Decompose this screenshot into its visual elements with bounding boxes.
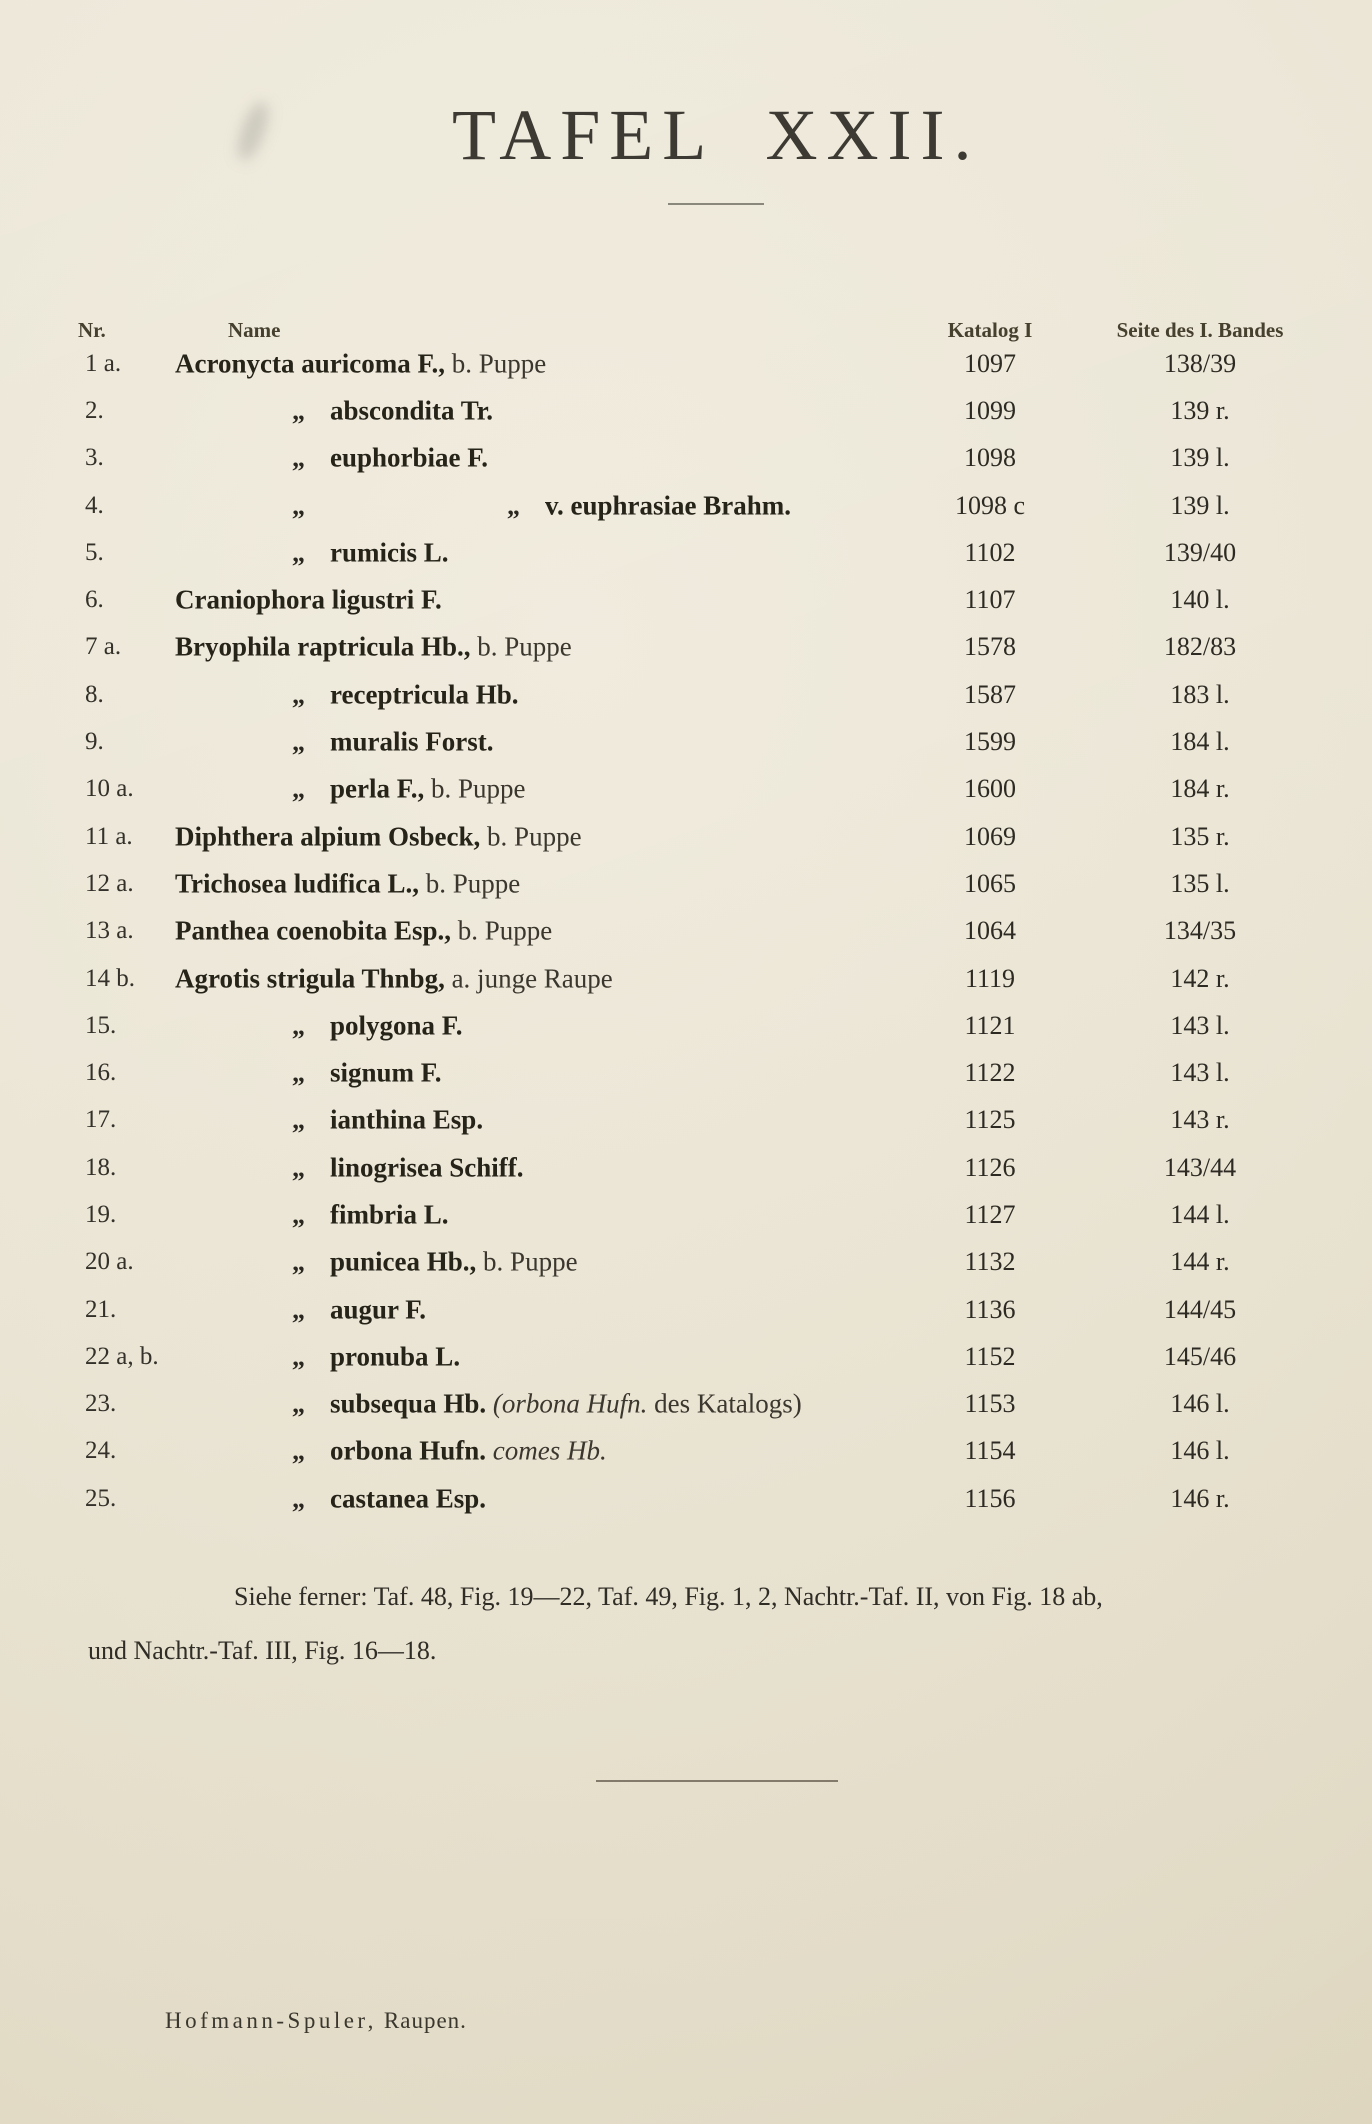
ditto-mark: „: [292, 1389, 305, 1419]
table-row: [0, 435, 1372, 482]
seite-reference: 146 r.: [1170, 1483, 1230, 1513]
footnote-line-2: und Nachtr.-Taf. III, Fig. 16—18.: [88, 1636, 437, 1665]
seite-reference: 184 r.: [1170, 774, 1230, 804]
species-name: [175, 632, 572, 663]
katalog-number: 1121: [964, 1010, 1016, 1040]
ditto-mark: „: [292, 1011, 305, 1041]
table-row: [0, 813, 1372, 860]
table-row: [0, 387, 1372, 434]
seite-reference: 145/46: [1163, 1341, 1237, 1371]
species-name-segment: b. Puppe: [424, 773, 526, 804]
species-name-segment: Diphthera alpium Osbeck,: [175, 821, 481, 852]
footnote-line-1: Siehe ferner: Taf. 48, Fig. 19—22, Taf. 49, Fig. 1, 2, Nachtr.-Taf. II, von Fig. 18 ab,: [234, 1582, 1103, 1611]
katalog-number: 1107: [964, 585, 1016, 615]
species-name-segment: abscondita Tr.: [330, 395, 494, 426]
ditto-mark: „: [292, 1342, 305, 1372]
row-number: 22 a, b.: [85, 1342, 159, 1370]
table-row: [0, 340, 1372, 387]
ditto-mark: „: [292, 396, 305, 426]
species-name: [175, 727, 493, 758]
seite-reference: 134/35: [1163, 916, 1237, 946]
katalog-number: 1065: [964, 868, 1016, 898]
katalog-number: 1122: [964, 1058, 1016, 1088]
katalog-number: 1119: [964, 963, 1016, 993]
species-name-segment: ianthina Esp.: [330, 1104, 484, 1135]
species-name-segment: linogrisea Schiff.: [330, 1152, 524, 1183]
seite-reference: 139 l.: [1170, 443, 1230, 473]
species-name: [175, 774, 526, 805]
species-name-segment: b. Puppe: [444, 348, 547, 379]
species-name: [175, 395, 493, 426]
species-name: [175, 1483, 486, 1514]
ditto-mark: „: [507, 491, 520, 521]
row-number: 6.: [85, 586, 104, 614]
species-name-segment: castanea Esp.: [330, 1483, 487, 1514]
species-name: [175, 679, 518, 710]
species-name-segment: b. Puppe: [476, 1246, 578, 1277]
row-number: 8.: [85, 680, 104, 708]
row-number: 7 a.: [85, 633, 122, 661]
species-name-segment: muralis Forst.: [330, 726, 494, 757]
species-name-segment: b. Puppe: [470, 631, 572, 662]
species-name-segment: fimbria L.: [330, 1199, 449, 1230]
katalog-number: 1599: [964, 727, 1016, 757]
species-name-segment: rumicis L.: [330, 537, 449, 568]
species-name-segment: euphorbiae F.: [330, 442, 489, 473]
row-number: 1 a.: [85, 349, 122, 377]
header-name: Name: [228, 318, 281, 342]
table-row: [0, 1239, 1372, 1286]
row-number: 12 a.: [85, 869, 134, 897]
ditto-mark: „: [292, 1484, 305, 1514]
table-row: [0, 1381, 1372, 1428]
row-number: 13 a.: [85, 917, 134, 945]
row-number: 25.: [85, 1484, 117, 1512]
species-name-segment: Agrotis strigula Thnbg,: [175, 963, 445, 993]
katalog-number: 1125: [964, 1105, 1016, 1135]
katalog-number: 1097: [964, 348, 1016, 378]
species-name-segment: punicea Hb.,: [330, 1246, 477, 1277]
seite-reference: 143 r.: [1170, 1105, 1230, 1135]
species-name-segment: a. junge Raupe: [444, 963, 613, 993]
species-name-segment: signum F.: [330, 1057, 442, 1088]
imprint: [165, 2008, 467, 2034]
species-name-segment: v. euphrasiae Brahm.: [545, 490, 792, 521]
species-name: [175, 1058, 442, 1089]
bottom-divider-rule: [596, 1780, 838, 1782]
ditto-mark: „: [292, 1105, 305, 1135]
species-name-segment: perla F.,: [330, 773, 425, 804]
species-name: [175, 1010, 463, 1041]
scan-smudge: [232, 98, 274, 164]
seite-reference: 135 l.: [1170, 868, 1230, 898]
seite-reference: 146 l.: [1170, 1389, 1230, 1419]
seite-reference: 139/40: [1163, 537, 1237, 567]
row-number: 17.: [85, 1106, 117, 1134]
species-name: [175, 1341, 460, 1372]
ditto-mark: „: [292, 443, 305, 473]
row-number: 24.: [85, 1437, 117, 1465]
species-name: [175, 916, 552, 947]
ditto-mark: „: [292, 1058, 305, 1088]
ditto-mark: „: [292, 1153, 305, 1183]
katalog-number: 1153: [964, 1389, 1016, 1419]
header-seite: Seite des I. Bandes: [1116, 318, 1284, 342]
katalog-number: 1064: [964, 916, 1016, 946]
katalog-number: 1152: [964, 1341, 1016, 1371]
species-name: [175, 1152, 524, 1183]
table-row: [0, 1049, 1372, 1096]
row-number: 19.: [85, 1200, 117, 1228]
ditto-mark: „: [292, 680, 305, 710]
species-name: [175, 443, 488, 474]
katalog-number: 1600: [964, 774, 1016, 804]
row-number: 23.: [85, 1390, 117, 1418]
row-number: 5.: [85, 538, 104, 566]
species-name: [175, 1294, 426, 1325]
ditto-mark: „: [292, 727, 305, 757]
katalog-number: 1587: [964, 679, 1016, 709]
row-number: 4.: [85, 491, 104, 519]
species-name-segment: des Katalogs): [647, 1388, 802, 1419]
table-row: [0, 1097, 1372, 1144]
ditto-mark: „: [292, 1247, 305, 1277]
species-name-segment: receptricula Hb.: [330, 679, 519, 710]
table-row: [0, 1475, 1372, 1522]
ditto-mark: „: [292, 491, 305, 521]
table-row: [0, 1333, 1372, 1380]
species-name: [175, 1199, 449, 1230]
katalog-number: 1127: [964, 1199, 1016, 1229]
species-name-segment: Acronycta auricoma F.,: [175, 348, 445, 379]
katalog-number: 1136: [964, 1294, 1016, 1324]
row-number: 16.: [85, 1059, 117, 1087]
table-row: [0, 1002, 1372, 1049]
table-row: [0, 624, 1372, 671]
species-name-segment: orbona Hufn.: [330, 1435, 493, 1466]
table-row: [0, 908, 1372, 955]
seite-reference: 183 l.: [1170, 679, 1230, 709]
species-name: [175, 348, 546, 379]
species-name-segment: augur F.: [330, 1294, 427, 1325]
ditto-mark: „: [292, 1436, 305, 1466]
katalog-number: 1126: [964, 1152, 1016, 1182]
seite-reference: 144/45: [1163, 1294, 1237, 1324]
table-row: [0, 766, 1372, 813]
species-name-segment: comes Hb.: [492, 1435, 607, 1466]
ditto-mark: „: [292, 1295, 305, 1325]
seite-reference: 135 r.: [1170, 821, 1230, 851]
seite-reference: 143/44: [1163, 1152, 1237, 1182]
species-name: [175, 868, 520, 899]
page-title: TAFEL XXII.: [452, 95, 981, 175]
table-rows: [0, 340, 1372, 1522]
table-row: [0, 955, 1372, 1002]
species-name-segment: Bryophila raptricula Hb.,: [175, 631, 471, 662]
table-row: [0, 1286, 1372, 1333]
imprint-title: Raupen.: [383, 2008, 467, 2033]
seite-reference: 143 l.: [1170, 1010, 1230, 1040]
row-number: 18.: [85, 1153, 117, 1181]
row-number: 15.: [85, 1011, 117, 1039]
seite-reference: 139 l.: [1170, 490, 1230, 520]
table-row: [0, 1191, 1372, 1238]
row-number: 11 a.: [85, 822, 133, 850]
katalog-number: 1098: [964, 443, 1016, 473]
table-row: [0, 1428, 1372, 1475]
row-number: 3.: [85, 444, 104, 472]
species-name: [175, 963, 613, 994]
species-name-segment: subsequa Hb.: [330, 1388, 493, 1419]
table-row: [0, 860, 1372, 907]
species-name: [175, 1436, 607, 1467]
row-number: 9.: [85, 728, 104, 756]
seite-reference: 142 r.: [1170, 963, 1230, 993]
row-number: 21.: [85, 1295, 117, 1323]
table-row: [0, 718, 1372, 765]
species-name-segment: Panthea coenobita Esp.,: [175, 915, 452, 946]
row-number: 20 a.: [85, 1248, 134, 1276]
imprint-publisher: Hofmann-Spuler,: [165, 2008, 377, 2033]
katalog-number: 1069: [964, 821, 1016, 851]
katalog-number: 1154: [964, 1436, 1016, 1466]
seite-reference: 140 l.: [1170, 585, 1230, 615]
header-nr: Nr.: [78, 318, 106, 342]
row-number: 14 b.: [85, 964, 135, 992]
seite-reference: 138/39: [1163, 348, 1237, 378]
species-name-segment: b. Puppe: [451, 915, 553, 946]
species-name-segment: b. Puppe: [480, 821, 582, 852]
katalog-number: 1102: [964, 537, 1016, 567]
species-name: [175, 1389, 802, 1420]
row-number: 2.: [85, 396, 104, 424]
species-name-segment: pronuba L.: [330, 1341, 461, 1372]
species-name-segment: polygona F.: [330, 1010, 463, 1041]
table-row: [0, 576, 1372, 623]
table-row: [0, 671, 1372, 718]
seite-reference: 184 l.: [1170, 727, 1230, 757]
species-name: [175, 490, 791, 521]
species-name: [175, 1105, 483, 1136]
ditto-mark: „: [292, 774, 305, 804]
seite-reference: 182/83: [1163, 632, 1237, 662]
seite-reference: 146 l.: [1170, 1436, 1230, 1466]
species-name-segment: Trichosea ludifica L.,: [175, 868, 420, 899]
katalog-number: 1098 c: [954, 490, 1026, 520]
katalog-number: 1099: [964, 395, 1016, 425]
title-divider-rule: [668, 203, 764, 205]
table-row: [0, 529, 1372, 576]
seite-reference: 144 l.: [1170, 1199, 1230, 1229]
row-number: 10 a.: [85, 775, 134, 803]
table-row: [0, 1144, 1372, 1191]
species-name: [175, 585, 442, 616]
ditto-mark: „: [292, 1200, 305, 1230]
seite-reference: 144 r.: [1170, 1247, 1230, 1277]
species-name-segment: b. Puppe: [419, 868, 521, 899]
katalog-number: 1156: [964, 1483, 1016, 1513]
ditto-mark: „: [292, 538, 305, 568]
header-katalog: Katalog I: [947, 318, 1033, 342]
katalog-number: 1578: [964, 632, 1016, 662]
table-row: [0, 482, 1372, 529]
katalog-number: 1132: [964, 1247, 1016, 1277]
species-name: [175, 821, 582, 852]
species-name-segment: (orbona Hufn.: [492, 1388, 648, 1419]
species-name: [175, 537, 449, 568]
seite-reference: 143 l.: [1170, 1058, 1230, 1088]
seite-reference: 139 r.: [1170, 395, 1230, 425]
species-name-segment: Craniophora ligustri F.: [175, 584, 442, 615]
species-name: [175, 1247, 578, 1278]
